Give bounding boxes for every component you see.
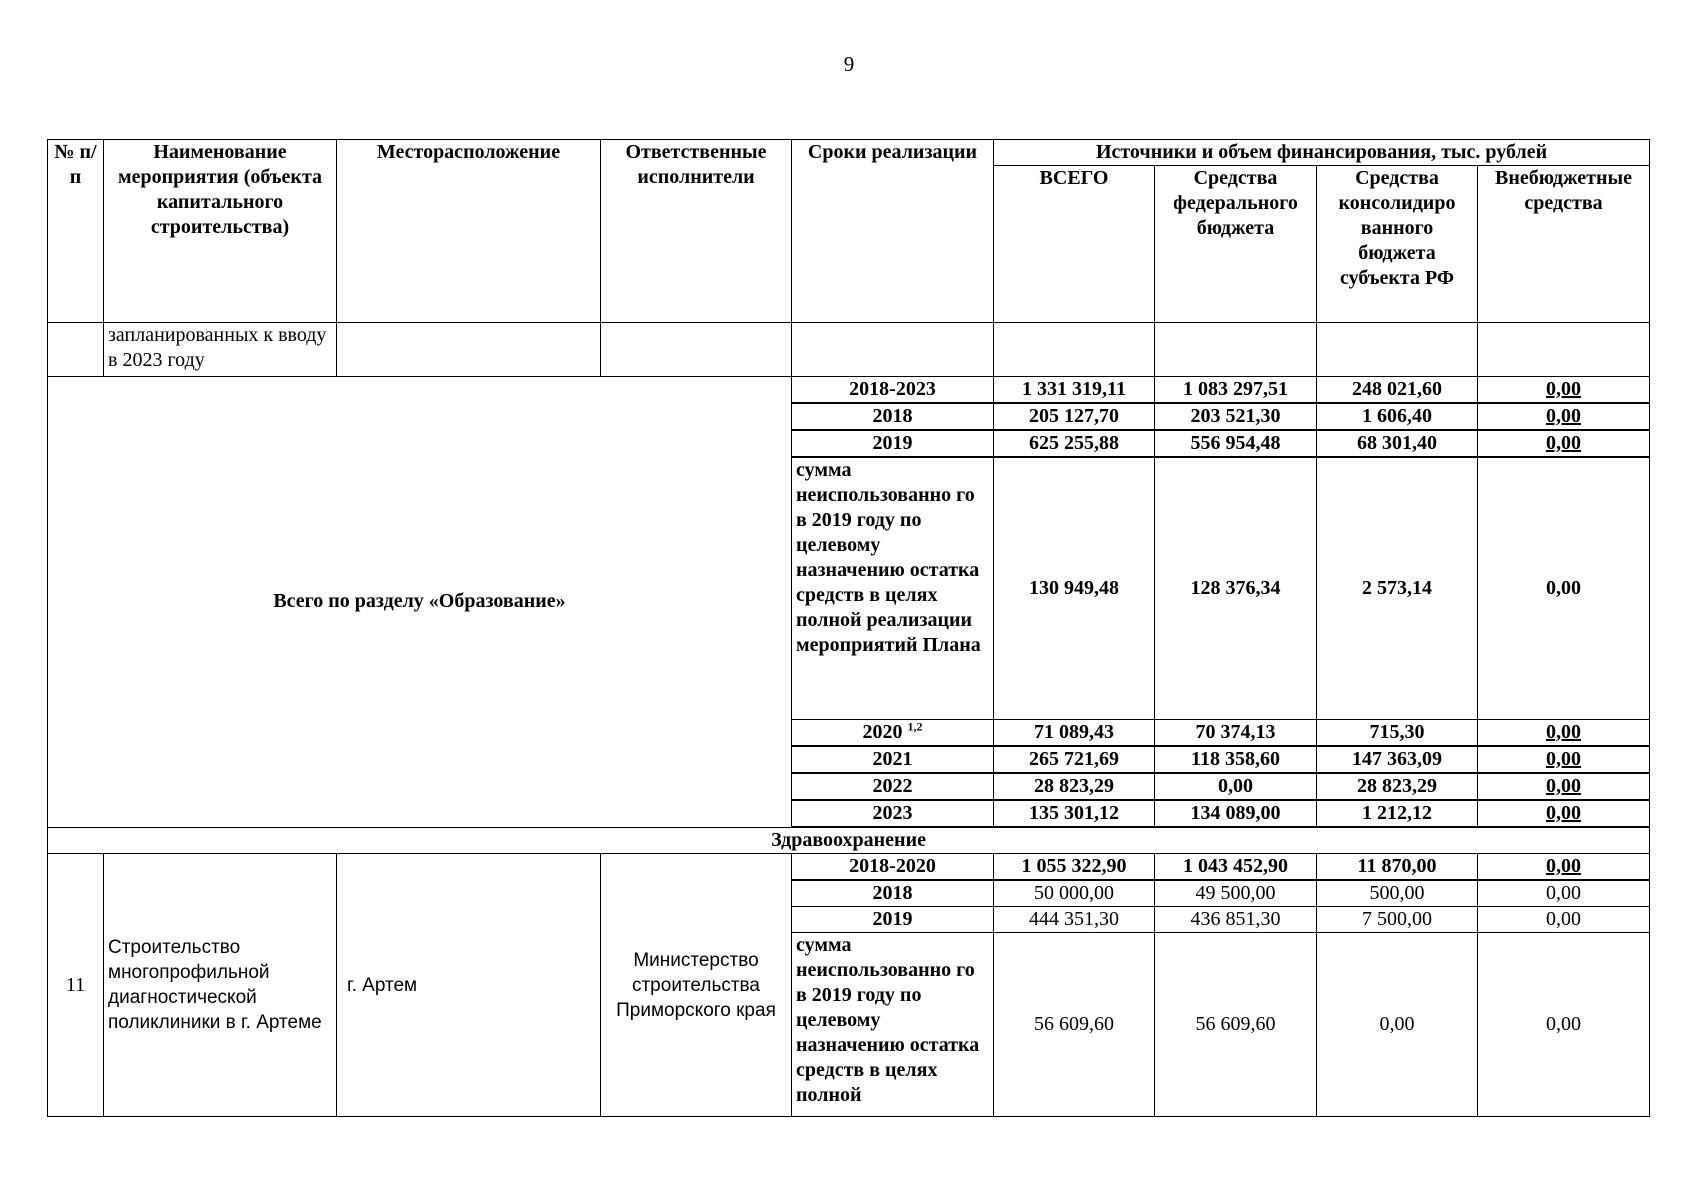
header-federal: Средства федерального бюджета: [1155, 166, 1317, 323]
education-row: 2023 135 301,12 134 089,00 1 212,12 0,00: [48, 800, 1650, 827]
education-row: Всего по разделу «Образование» 2018-2023 1 331 319,11 1 083 297,51 248 021,60 0,00: [48, 377, 1650, 404]
header-name: Наименование мероприятия (объекта капитального строительства): [104, 140, 337, 323]
carry-row: [48, 323, 1650, 377]
education-total-label: Всего по разделу «Образование»: [48, 377, 792, 828]
header-funding: Источники и объем финансирования, тыс. рублей: [994, 140, 1650, 166]
carry-name: запланированных к вводу в 2023 году: [104, 323, 337, 377]
education-row: 2021 265 721,69 118 358,60 147 363,09 0,00: [48, 746, 1650, 773]
item-row: 2019 444 351,30 436 851,30 7 500,00 0,00: [48, 907, 1650, 933]
item11-name: Строительство многопрофильной диагностической поликлиники в г. Артеме: [104, 854, 337, 1117]
header-total: ВСЕГО: [994, 166, 1155, 323]
header-regional: Средства консолидиро ванного бюджета субъекта РФ: [1317, 166, 1478, 323]
financing-table: [47, 139, 1650, 1117]
education-row: 2022 28 823,29 0,00 28 823,29 0,00: [48, 773, 1650, 800]
item11-num: 11: [48, 854, 104, 1117]
header-location: Месторасположение: [337, 140, 601, 323]
section-health: Здравоохранение: [48, 827, 1650, 854]
education-row: сумма неиспользованно го в 2019 году по целевому назначению остатка средств в целях полной реализации мероприятий Плана 130 949,48 128 376,34 2 573,14 0,00: [48, 457, 1650, 719]
item11-responsible: Министерство строительства Приморского края: [601, 854, 792, 1117]
item-row: 11 Строительство многопрофильной диагностической поликлиники в г. Артеме г. Артем Министерство строительства Приморского края 2018-2020 1 055 322,90 1 043 452,90 11 870,00 0,00: [48, 854, 1650, 881]
header-num: № п/п: [48, 140, 104, 323]
header-responsible: Ответственные исполнители: [601, 140, 792, 323]
education-row: 2020 $^{1,2}$ 71 089,43 70 374,13 715,30 0,00: [48, 719, 1650, 746]
education-row: 2019 625 255,88 556 954,48 68 301,40 0,00: [48, 430, 1650, 457]
header-extra: Внебюджетные средства: [1478, 166, 1650, 323]
item11-location: г. Артем: [337, 854, 601, 1117]
item-row: 2018 50 000,00 49 500,00 500,00 0,00: [48, 880, 1650, 907]
item-row: сумма неиспользованно го в 2019 году по целевому назначению остатка средств в целях полной 56 609,60 56 609,60 0,00 0,00: [48, 933, 1650, 1117]
header-period: Сроки реализации: [792, 140, 994, 323]
page-number: 9: [843, 52, 855, 76]
education-row: 2018 205 127,70 203 521,30 1 606,40 0,00: [48, 403, 1650, 430]
